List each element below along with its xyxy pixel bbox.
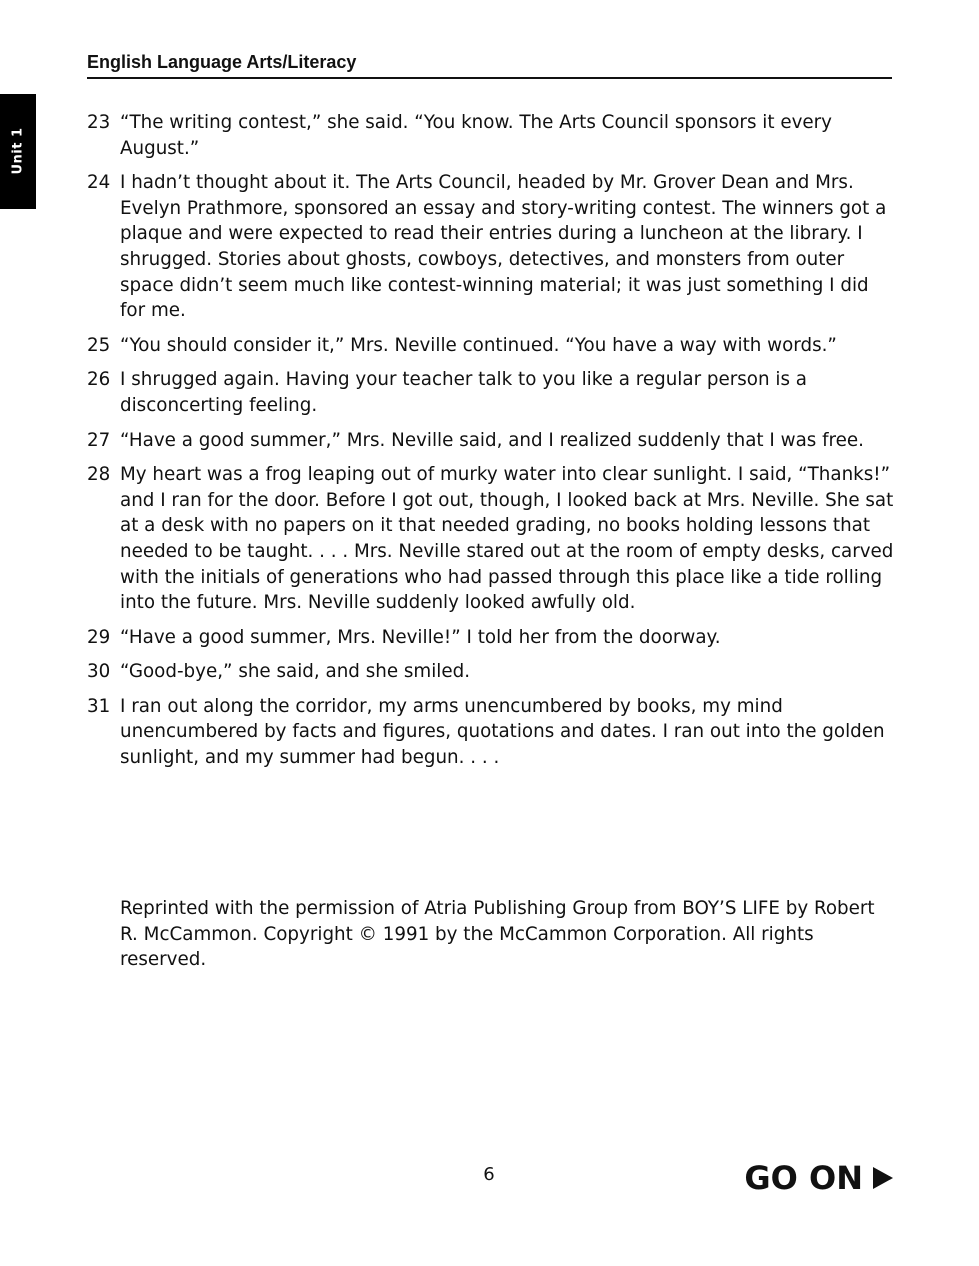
right-triangle-icon	[873, 1167, 893, 1189]
paragraph-24	[87, 170, 897, 324]
paragraph-number: 23	[87, 112, 111, 133]
paragraph-29	[87, 625, 897, 651]
permission-credit: Reprinted with the permission of Atria Publishing Group from BOY’S LIFE by Robert R. McCammon. Copyright © 1991 by the McCammon Corporation. All rights reserved.	[120, 898, 875, 971]
unit-tab-label: Unit 1	[10, 127, 26, 175]
passage	[87, 110, 897, 780]
paragraph-text: “Have a good summer, Mrs. Neville!” I told her from the doorway.	[120, 626, 721, 648]
go-on-label: GO ON	[744, 1159, 863, 1197]
paragraph-23	[87, 110, 897, 161]
paragraph-text: I shrugged again. Having your teacher talk to you like a regular person is a disconcerting feeling.	[120, 369, 808, 416]
paragraph-text: I ran out along the corridor, my arms unencumbered by books, my mind unencumbered by facts and figures, quotations and dates. I ran out into the golden sunlight, and my summer had begun. . . .	[120, 695, 885, 769]
paragraph-text: “Good-bye,” she said, and she smiled.	[120, 661, 471, 683]
paragraph-number: 29	[87, 626, 111, 648]
paragraph-30	[87, 659, 897, 685]
unit-tab	[0, 94, 36, 209]
paragraph-text: “You should consider it,” Mrs. Neville continued. “You have a way with words.”	[120, 334, 837, 356]
paragraph-text: “The writing contest,” she said. “You know. The Arts Council sponsors it every August.”	[120, 112, 832, 159]
paragraph-number: 31	[87, 695, 111, 717]
paragraph-text: I hadn’t thought about it. The Arts Council, headed by Mr. Grover Dean and Mrs. Evelyn Prathmore, sponsored an essay and story-writing contest. The winners got a plaque and were expected to read their entries during a luncheon at the library. I shrugged. Stories about ghosts, cowboys, detectives, and monsters from outer space didn’t seem much like contest-winning material; it was just something I did for me.	[120, 172, 887, 322]
paragraph-number: 26	[87, 369, 111, 391]
paragraph-26	[87, 367, 897, 418]
paragraph-27	[87, 428, 897, 454]
paragraph-text: My heart was a frog leaping out of murky water into clear sunlight. I said, “Thanks!” and I ran for the door. Before I got out, though, I looked back at Mrs. Neville. She sat at a desk with no papers on it that needed grading, no books holding lessons that needed to be taught. . . . Mrs. Neville stared out at the room of empty desks, carved with the initials of generations who had passed through this place like a tide rolling into the future. Mrs. Neville suddenly looked awfully old.	[120, 464, 894, 614]
paragraph-31	[87, 694, 897, 771]
paragraph-28	[87, 462, 897, 616]
paragraph-number: 28	[87, 464, 111, 486]
page-header	[87, 52, 892, 79]
paragraph-25	[87, 333, 897, 359]
subject-title: English Language Arts/Literacy	[87, 52, 357, 72]
go-on-indicator	[744, 1158, 893, 1198]
paragraph-number: 27	[87, 429, 111, 451]
paragraph-number: 24	[87, 172, 111, 194]
paragraph-number: 25	[87, 334, 111, 356]
paragraph-number: 30	[87, 661, 111, 683]
paragraph-text: “Have a good summer,” Mrs. Neville said, and I realized suddenly that I was free.	[120, 429, 864, 451]
page-number: 6	[483, 1164, 495, 1185]
